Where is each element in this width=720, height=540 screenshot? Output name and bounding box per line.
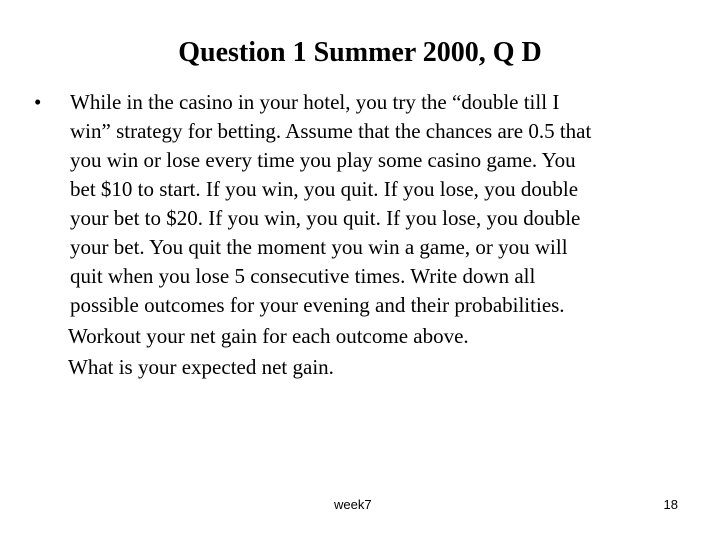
bullet-line: your bet. You quit the moment you win a game, or you will — [70, 235, 568, 259]
bullet-line: possible outcomes for your evening and their probabilities. — [70, 293, 565, 317]
slide-body — [34, 88, 694, 382]
bullet-line: bet $10 to start. If you win, you quit. If you lose, you double — [70, 177, 579, 201]
extra-line-expected-gain: What is your expected net gain. — [68, 355, 334, 379]
bullet-line: While in the casino in your hotel, you try the “double till I — [70, 90, 560, 114]
page-number: 18 — [663, 497, 678, 512]
bullet-line: quit when you lose 5 consecutive times. Write down all — [70, 264, 536, 288]
bullet-line: win” strategy for betting. Assume that the chances are 0.5 that — [70, 119, 592, 143]
bullet-line: you win or lose every time you play some casino game. You — [70, 148, 576, 172]
bullet-line: your bet to $20. If you win, you quit. If you lose, you double — [70, 206, 581, 230]
footer-label: week7 — [334, 497, 372, 512]
extra-line-net-gain: Workout your net gain for each outcome above. — [68, 324, 469, 348]
bullet-marker: • — [34, 90, 42, 114]
bullet-item — [34, 88, 694, 320]
slide-title: Question 1 Summer 2000, Q D — [178, 37, 542, 68]
